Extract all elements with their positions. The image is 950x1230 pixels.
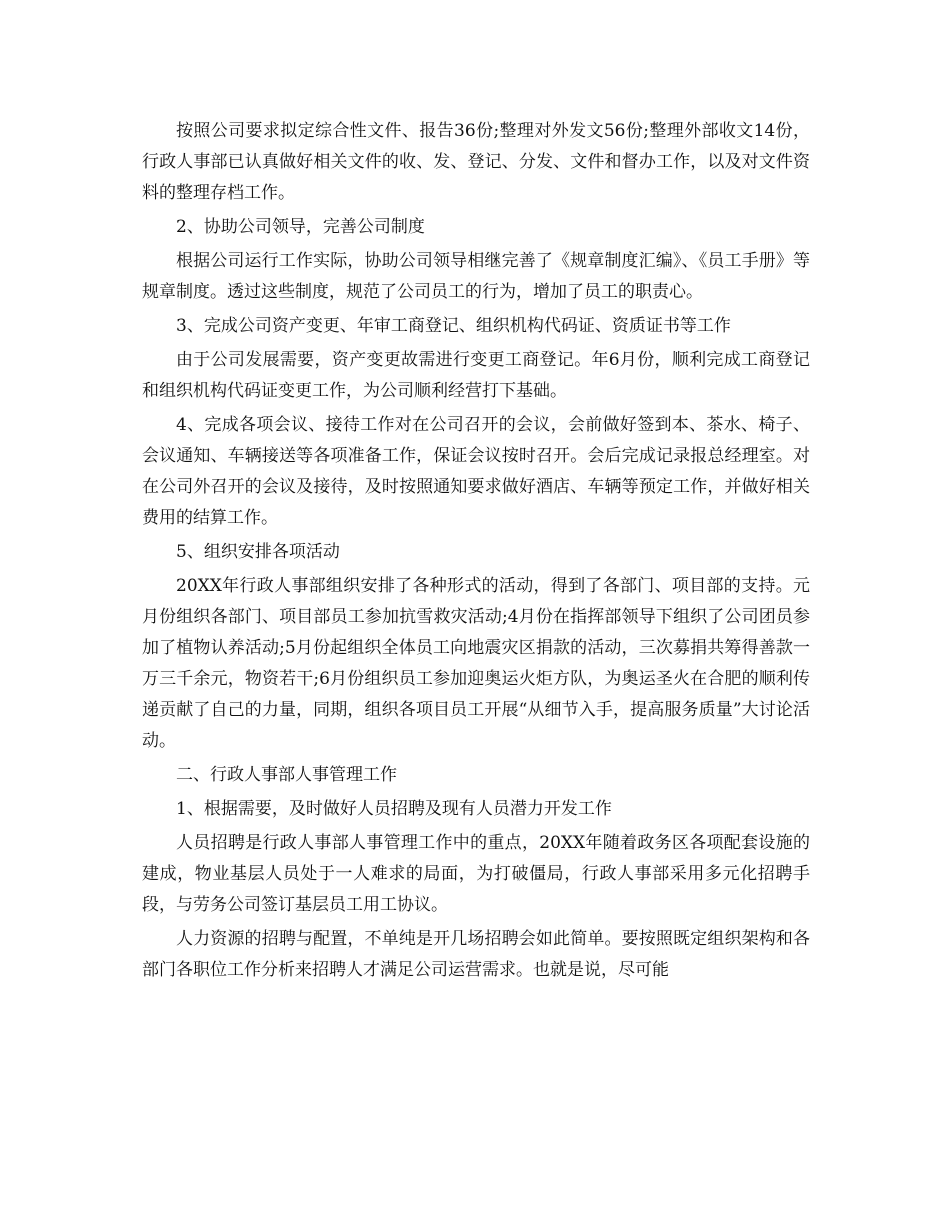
paragraph-business-registration: 由于公司发展需要，资产变更故需进行变更工商登记。年6月份，顺利完成工商登记和组织机构代码证变更工作，为公司顺利经营打下基础。 <box>142 350 810 401</box>
heading-assist-leadership: 2、协助公司领导，完善公司制度 <box>176 217 425 237</box>
document-page <box>142 116 810 989</box>
paragraph-recruitment: 人员招聘是行政人事部人事管理工作中的重点，20XX年随着政务区各项配套设施的建成，物业基层人员处于一人难求的局面，为打破僵局，行政人事部采用多元化招聘手段，与劳务公司签订基层员工用工协议。 <box>142 833 810 915</box>
paragraph-company-rules: 根据公司运行工作实际，协助公司领导相继完善了《规章制度汇编》、《员工手册》等规章制度。透过这些制度，规范了公司员工的行为，增加了员工的职责心。 <box>142 251 810 302</box>
paragraph-document-filing: 按照公司要求拟定综合性文件、报告36份;整理对外发文56份;整理外部收文14份，行政人事部已认真做好相关文件的收、发、登记、分发、文件和督办工作，以及对文件资料的整理存档工作。 <box>142 121 810 203</box>
heading-asset-change: 3、完成公司资产变更、年审工商登记、组织机构代码证、资质证书等工作 <box>176 316 731 336</box>
paragraph-hr-allocation: 人力资源的招聘与配置，不单纯是开几场招聘会如此简单。要按照既定组织架构和各部门各职位工作分析来招聘人才满足公司运营需求。也就是说，尽可能 <box>142 929 810 980</box>
heading-organize-activities: 5、组织安排各项活动 <box>176 542 340 562</box>
paragraph-activities: 20XX年行政人事部组织安排了各种形式的活动，得到了各部门、项目部的支持。元月份组织各部门、项目部员工参加抗雪救灾活动;4月份在指挥部领导下组织了公司团员参加了植物认养活动;5月份起组织全体员工向地震灾区捐款的活动，三次募捐共筹得善款一万三千余元，物资若干;6月份组织员工参加迎奥运火炬方队，为奥运圣火在合肥的顺利传递贡献了自己的力量，同期，组织各项目员工开展“从细节入手，提高服务质量”大讨论活动。 <box>142 576 810 751</box>
section-heading-hr-management: 二、行政人事部人事管理工作 <box>176 765 397 785</box>
heading-recruitment: 1、根据需要，及时做好人员招聘及现有人员潜力开发工作 <box>176 799 612 819</box>
paragraph-meetings-reception: 4、完成各项会议、接待工作对在公司召开的会议，会前做好签到本、茶水、椅子、会议通知、车辆接送等各项准备工作，保证会议按时召开。会后完成记录报总经理室。对在公司外召开的会议及接待，及时按照通知要求做好酒店、车辆等预定工作，并做好相关费用的结算工作。 <box>142 415 810 528</box>
